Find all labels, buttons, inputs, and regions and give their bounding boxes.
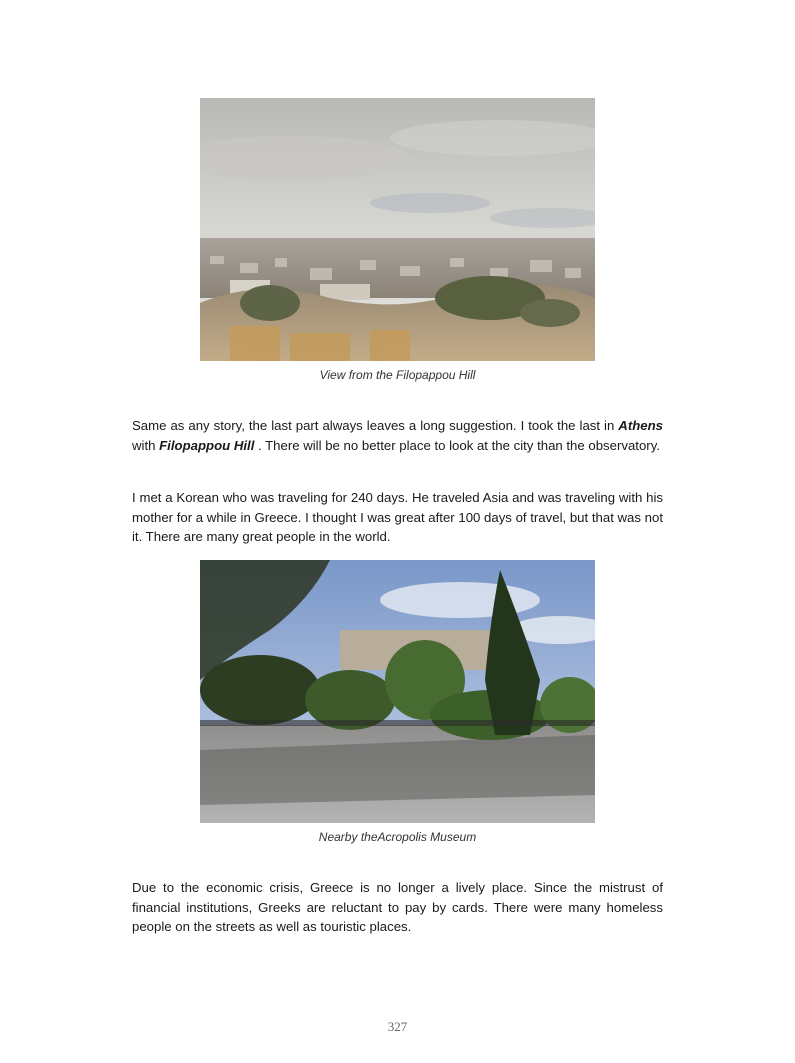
- page-number: 327: [387, 1019, 408, 1034]
- paragraph-text: . There will be no better place to look at the city than the observatory.: [254, 437, 660, 453]
- place-name: Athens: [618, 418, 663, 433]
- place-name: Filopappou Hill: [159, 437, 255, 453]
- paragraph-text: Same as any story, the last part always leaves a long suggestion. I took the last in: [132, 418, 619, 433]
- photo-caption: View from the Filopappou Hill: [319, 368, 476, 382]
- photo-acropolis-museum: [200, 560, 595, 823]
- photo-caption: Nearby theAcropolis Museum: [318, 830, 477, 844]
- paragraph: Due to the economic crisis, Greece is no longer a lively place. Since the mistrust of financial institutions, Greeks are reluctant to pay by cards. There were many homeless people on the streets as well as touristic places.: [132, 880, 663, 934]
- paragraph: I met a Korean who was traveling for 240 days. He traveled Asia and was traveling with his mother for a while in Greece. I thought I was great after 100 days of travel, but that was not it. There are many great people in the world.: [132, 490, 663, 544]
- photo-filopappou-view: [200, 98, 595, 361]
- paragraph-text: with: [132, 437, 160, 453]
- paragraph: [132, 416, 663, 455]
